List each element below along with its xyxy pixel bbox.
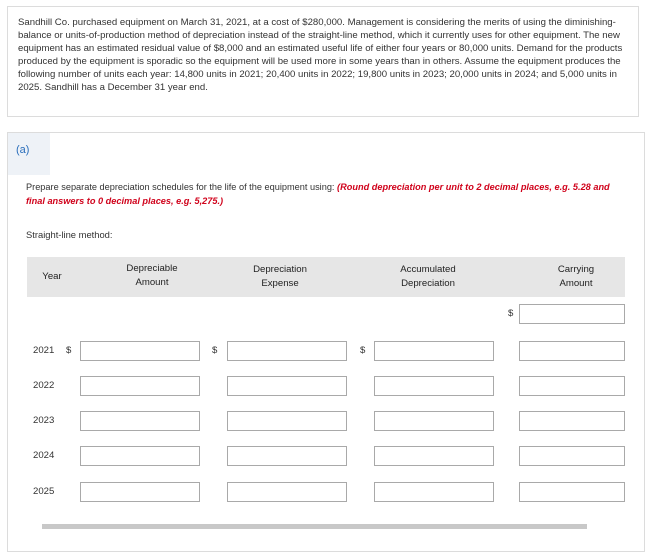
header-accumulated-line2: Depreciation xyxy=(401,278,455,289)
depreciable-amount-input-2021[interactable] xyxy=(80,341,200,361)
depreciation-expense-input-2021[interactable] xyxy=(227,341,347,361)
depreciable-amount-input-2023[interactable] xyxy=(80,411,200,431)
instructions xyxy=(26,181,626,208)
currency-symbol: $ xyxy=(66,345,72,356)
method-label: Straight-line method: xyxy=(26,229,113,240)
depreciation-expense-input-2022[interactable] xyxy=(227,376,347,396)
rounding-hint: (Round depreciation per unit to 2 decimal places, e.g. 5.28 and final answers to 0 decimal places, e.g. 5,275.) xyxy=(26,182,610,206)
depreciable-amount-input-2025[interactable] xyxy=(80,482,200,502)
currency-symbol: $ xyxy=(360,345,366,356)
depreciation-expense-input-2023[interactable] xyxy=(227,411,347,431)
header-depreciable-line1: Depreciable xyxy=(126,263,178,274)
header-depreciation-expense-text xyxy=(212,263,348,291)
opening-carrying-amount-input[interactable] xyxy=(519,304,625,324)
accumulated-depreciation-input-2025[interactable] xyxy=(374,482,494,502)
accumulated-depreciation-input-2022[interactable] xyxy=(374,376,494,396)
carrying-amount-input-2025[interactable] xyxy=(519,482,625,502)
carrying-amount-input-2022[interactable] xyxy=(519,376,625,396)
currency-symbol: $ xyxy=(212,345,218,356)
currency-symbol: $ xyxy=(508,308,514,319)
header-depreciable-line2: Amount xyxy=(135,277,169,288)
carrying-amount-input-2023[interactable] xyxy=(519,411,625,431)
part-label: (a) xyxy=(16,144,30,156)
header-year: Year xyxy=(42,271,62,282)
header-depreciable-amount xyxy=(92,262,212,290)
problem-statement-text: Sandhill Co. purchased equipment on March 31, 2021, at a cost of $280,000. Management is considering the merits of using the diminishing-balance or units-of-production method of depreciation instead of the straight-line method, which it currently uses for other equipment. The new equipment has an estimated residual value of $8,000 and an estimated useful life of either four years or 80,000 units. Demand for the products produced by the equipment is sporadic so the equipment will be used more in some years than in others. Assume the equipment produces the following number of units each year: 14,800 units in 2021; 20,400 units in 2022; 19,800 units in 2023; 20,000 units in 2024; and 5,000 units in 2025. Sandhill has a December 31 year end. xyxy=(18,17,623,94)
accumulated-depreciation-input-2024[interactable] xyxy=(374,446,494,466)
carrying-amount-input-2021[interactable] xyxy=(519,341,625,361)
header-accumulated-line1: Accumulated xyxy=(400,264,456,275)
instructions-text: Prepare separate depreciation schedules for the life of the equipment using: xyxy=(26,182,338,192)
depreciation-expense-input-2024[interactable] xyxy=(227,446,347,466)
depreciation-expense-input-2025[interactable] xyxy=(227,482,347,502)
depreciable-amount-input-2024[interactable] xyxy=(80,446,200,466)
header-accumulated-depreciation xyxy=(360,263,496,291)
problem-statement-panel xyxy=(7,6,639,117)
year-label-2024: 2024 xyxy=(33,450,55,461)
depreciable-amount-input-2022[interactable] xyxy=(80,376,200,396)
carrying-amount-input-2024[interactable] xyxy=(519,446,625,466)
accumulated-depreciation-input-2023[interactable] xyxy=(374,411,494,431)
year-label-2022: 2022 xyxy=(33,380,55,391)
horizontal-scrollbar[interactable] xyxy=(42,524,587,529)
header-carrying-line1: Carrying xyxy=(557,264,595,275)
year-label-2023: 2023 xyxy=(33,415,55,426)
part-tab xyxy=(8,133,50,175)
year-label-2025: 2025 xyxy=(33,486,55,497)
header-carrying-line2: Amount xyxy=(559,278,593,289)
header-carrying-amount xyxy=(530,263,622,291)
header-expense-line1: Depreciation xyxy=(253,264,307,275)
year-label-2021: 2021 xyxy=(33,345,55,356)
accumulated-depreciation-input-2021[interactable] xyxy=(374,341,494,361)
header-expense-line2: Expense xyxy=(261,278,299,289)
